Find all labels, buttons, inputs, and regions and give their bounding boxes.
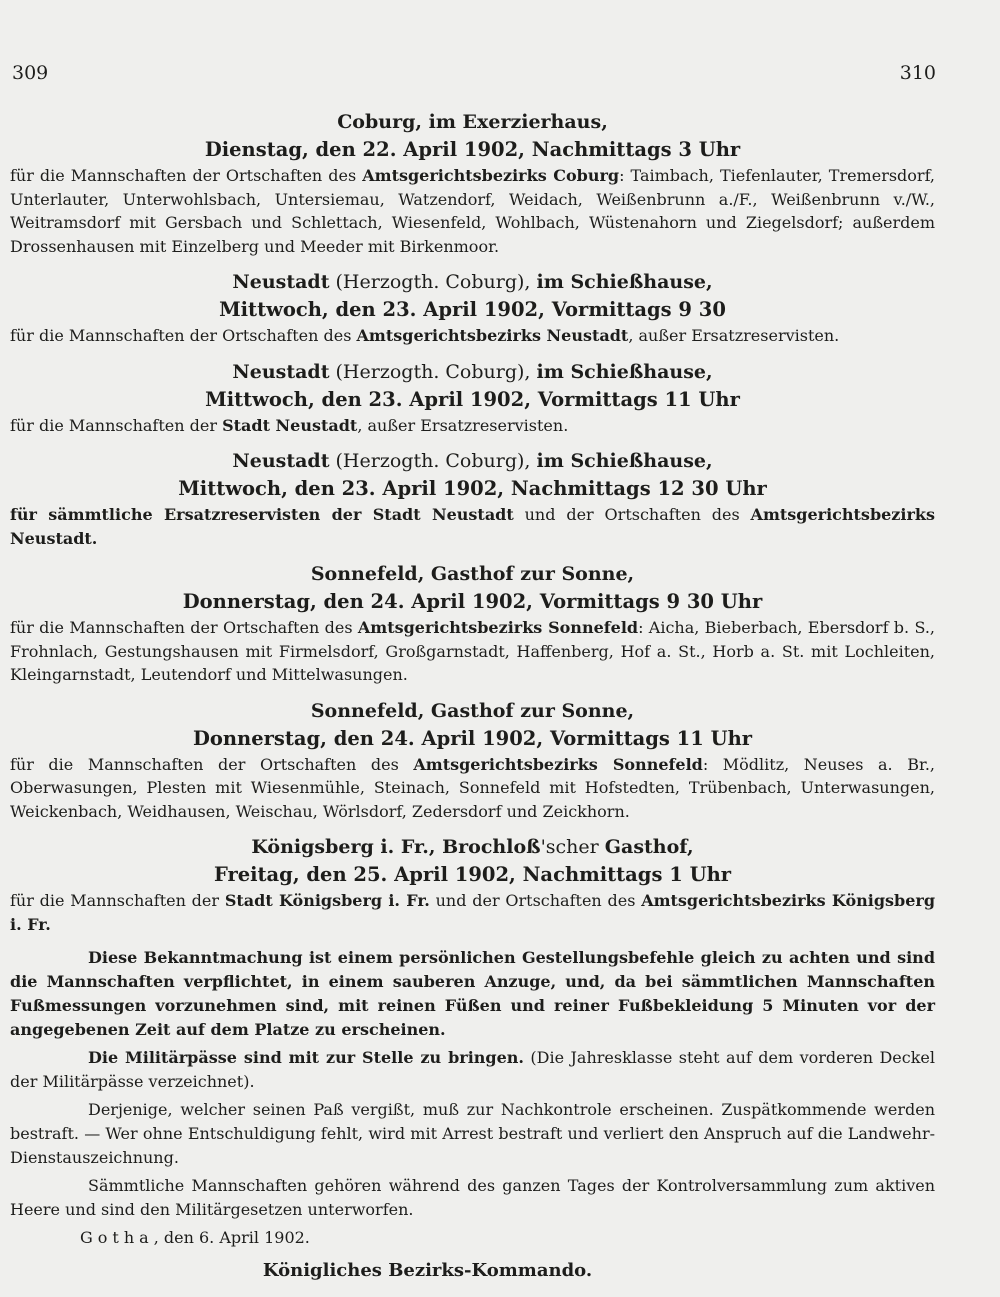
body-bold-text: Stadt Königsberg i. Fr. bbox=[224, 891, 430, 910]
section-datetime: Donnerstag, den 24. April 1902, Vormittags 11 Uhr bbox=[192, 726, 753, 750]
body-text: und der Ortschaften des bbox=[513, 505, 751, 524]
body-bold-text: Stadt Neustadt bbox=[222, 415, 358, 435]
location-venue: im Schießhause, bbox=[536, 360, 713, 383]
section-body bbox=[10, 414, 935, 438]
body-bold-text: Amtsgerichtsbezirks Neustadt bbox=[356, 326, 629, 345]
body-text: , außer Ersatzreservisten. bbox=[628, 326, 840, 345]
schedule-section bbox=[10, 108, 935, 258]
section-datetime: Donnerstag, den 24. April 1902, Vormittags 9 30 Uhr bbox=[182, 590, 763, 613]
schedule-section bbox=[10, 268, 935, 348]
notice-paragraph: Sämmtliche Mannschaften gehören während des ganzen Tages der Kontrolversammlung zum aktiven Heere und sind den Militärgesetzen unterworfen. bbox=[10, 1176, 935, 1219]
notice-bold-text: Die Militärpässe sind mit zur Stelle zu bringen. bbox=[88, 1048, 524, 1067]
section-datetime: Mittwoch, den 23. April 1902, Vormittags 9 30 bbox=[219, 298, 726, 321]
section-location: Sonnefeld, Gasthof zur Sonne, bbox=[310, 563, 635, 585]
section-location: Sonnefeld, Gasthof zur Sonne, bbox=[310, 699, 635, 722]
section-location: Coburg, im Exerzierhaus, bbox=[337, 111, 608, 133]
body-bold-text: Amtsgerichtsbezirks Neustadt. bbox=[10, 505, 935, 548]
section-body bbox=[10, 503, 935, 550]
section-datetime: Mittwoch, den 23. April 1902, Nachmittags 12 30 Uhr bbox=[178, 477, 767, 500]
signature: Königliches Bezirks-Kommando. bbox=[262, 1260, 593, 1281]
body-text: : Taimbach, Tiefenlauter, Tremersdorf, Unterlauter, Unterwohlsbach, Untersiemau, Watzendorf, Weidach, Weißenbrunn a./F., Weißenbrunn v./W., Weitramsdorf mit Gersbach und Schlettach, Wiesenfeld, Wohlbach, Wüstenahorn und Ziegelsdorf; außerdem Drossenhausen mit Einzelberg und Meeder mit Birkenmoor. bbox=[10, 166, 936, 256]
schedule-section bbox=[10, 447, 935, 550]
body-text: für die Mannschaften der bbox=[10, 891, 225, 910]
body-text: für die Mannschaften der Ortschaften des bbox=[10, 166, 363, 185]
date-line bbox=[10, 1226, 935, 1250]
notice-paragraph: Derjenige, welcher seinen Paß vergißt, muß zur Nachkontrole erscheinen. Zuspätkommende werden bestraft. — Wer ohne Entschuldigung fehlt, wird mit Arrest bestraft und verliert den Anspruch auf die Landwehr-Dienstauszeichnung. bbox=[10, 1100, 935, 1167]
location-venue: Gasthof, bbox=[604, 836, 694, 858]
body-text: für die Mannschaften der Ortschaften des bbox=[10, 754, 414, 774]
schedule-section bbox=[10, 560, 935, 687]
section-datetime: Freitag, den 25. April 1902, Nachmittags 1 Uhr bbox=[213, 863, 732, 886]
section-body bbox=[10, 164, 935, 258]
section-location bbox=[10, 447, 935, 475]
section-body bbox=[10, 324, 935, 348]
schedule-section bbox=[10, 358, 935, 438]
location-name: Königsberg i. Fr., Brochloß bbox=[251, 836, 541, 858]
section-body bbox=[10, 616, 935, 687]
location-detail: (Herzogth. Coburg), bbox=[329, 360, 537, 383]
location-venue: im Schießhause, bbox=[536, 450, 713, 472]
body-bold-text: Amtsgerichtsbezirks Coburg bbox=[362, 166, 620, 185]
schedule-section bbox=[10, 697, 935, 824]
date-place: Gotha bbox=[80, 1228, 154, 1247]
document-body bbox=[10, 108, 935, 1281]
location-detail: (Herzogth. Coburg), bbox=[329, 450, 537, 472]
section-location bbox=[10, 268, 935, 296]
location-name: Neustadt bbox=[232, 450, 330, 472]
location-venue: im Schießhause, bbox=[536, 271, 713, 293]
page-number-left: 309 bbox=[12, 62, 49, 84]
body-bold-text: für sämmtliche Ersatzreservisten der Stadt Neustadt bbox=[10, 505, 514, 524]
section-datetime: Mittwoch, den 23. April 1902, Vormittags 11 Uhr bbox=[205, 387, 740, 411]
date-text: , den 6. April 1902. bbox=[153, 1228, 310, 1247]
location-name: Neustadt bbox=[232, 360, 330, 383]
body-bold-text: Amtsgerichtsbezirks Sonnefeld bbox=[357, 618, 639, 637]
location-name: Neustadt bbox=[232, 271, 330, 293]
body-text: : Mödlitz, Neuses a. Br., Oberwasungen, Plesten mit Wiesenmühle, Steinach, Sonnefeld mit Hofstedten, Trübenbach, Unterwasungen, Weickenbach, Weidhausen, Weischau, Wörlsdorf, Zedersdorf und Zeickhorn. bbox=[10, 754, 936, 821]
body-text: , außer Ersatzreservisten. bbox=[357, 415, 569, 435]
notice-text: (Die Jahresklasse steht auf dem vorderen Deckel der Militärpässe verzeichnet). bbox=[10, 1048, 935, 1091]
section-location bbox=[10, 358, 935, 386]
body-bold-text: Amtsgerichtsbezirks Sonnefeld bbox=[413, 754, 703, 774]
location-detail: (Herzogth. Coburg), bbox=[329, 271, 537, 293]
body-text: für die Mannschaften der Ortschaften des bbox=[10, 618, 358, 637]
body-bold-text: Amtsgerichtsbezirks Königsberg i. Fr. bbox=[10, 891, 936, 934]
notice-paragraph: Diese Bekanntmachung ist einem persönlichen Gestellungsbefehle gleich zu achten und sind die Mannschaften verpflichtet, in einem sauberen Anzuge, und, da bei sämmtlichen Mannschaften Fußmessungen vorzunehmen sind, mit reinen Füßen und reiner Fußbekleidung 5 Minuten vor der angegebenen Zeit auf dem Platze zu erscheinen. bbox=[10, 948, 935, 1039]
section-body bbox=[10, 889, 935, 936]
body-text: : Aicha, Bieberbach, Ebersdorf b. S., Frohnlach, Gestungshausen mit Firmelsdorf, Großgarnstadt, Haffenberg, Hof a. St., Horb a. St. mit Lochleiten, Kleingarnstadt, Leutendorf und Mittelwasungen. bbox=[10, 618, 936, 684]
body-text: und der Ortschaften des bbox=[429, 891, 642, 910]
section-location bbox=[10, 833, 935, 861]
body-text: für die Mannschaften der bbox=[10, 415, 223, 435]
schedule-section bbox=[10, 833, 935, 936]
body-text: für die Mannschaften der Ortschaften des bbox=[10, 326, 357, 345]
section-datetime: Dienstag, den 22. April 1902, Nachmittags 3 Uhr bbox=[204, 138, 741, 161]
notice-paragraph bbox=[10, 1046, 935, 1094]
section-body bbox=[10, 753, 935, 824]
page-number-right: 310 bbox=[899, 62, 936, 84]
location-detail: 'scher bbox=[540, 836, 605, 858]
